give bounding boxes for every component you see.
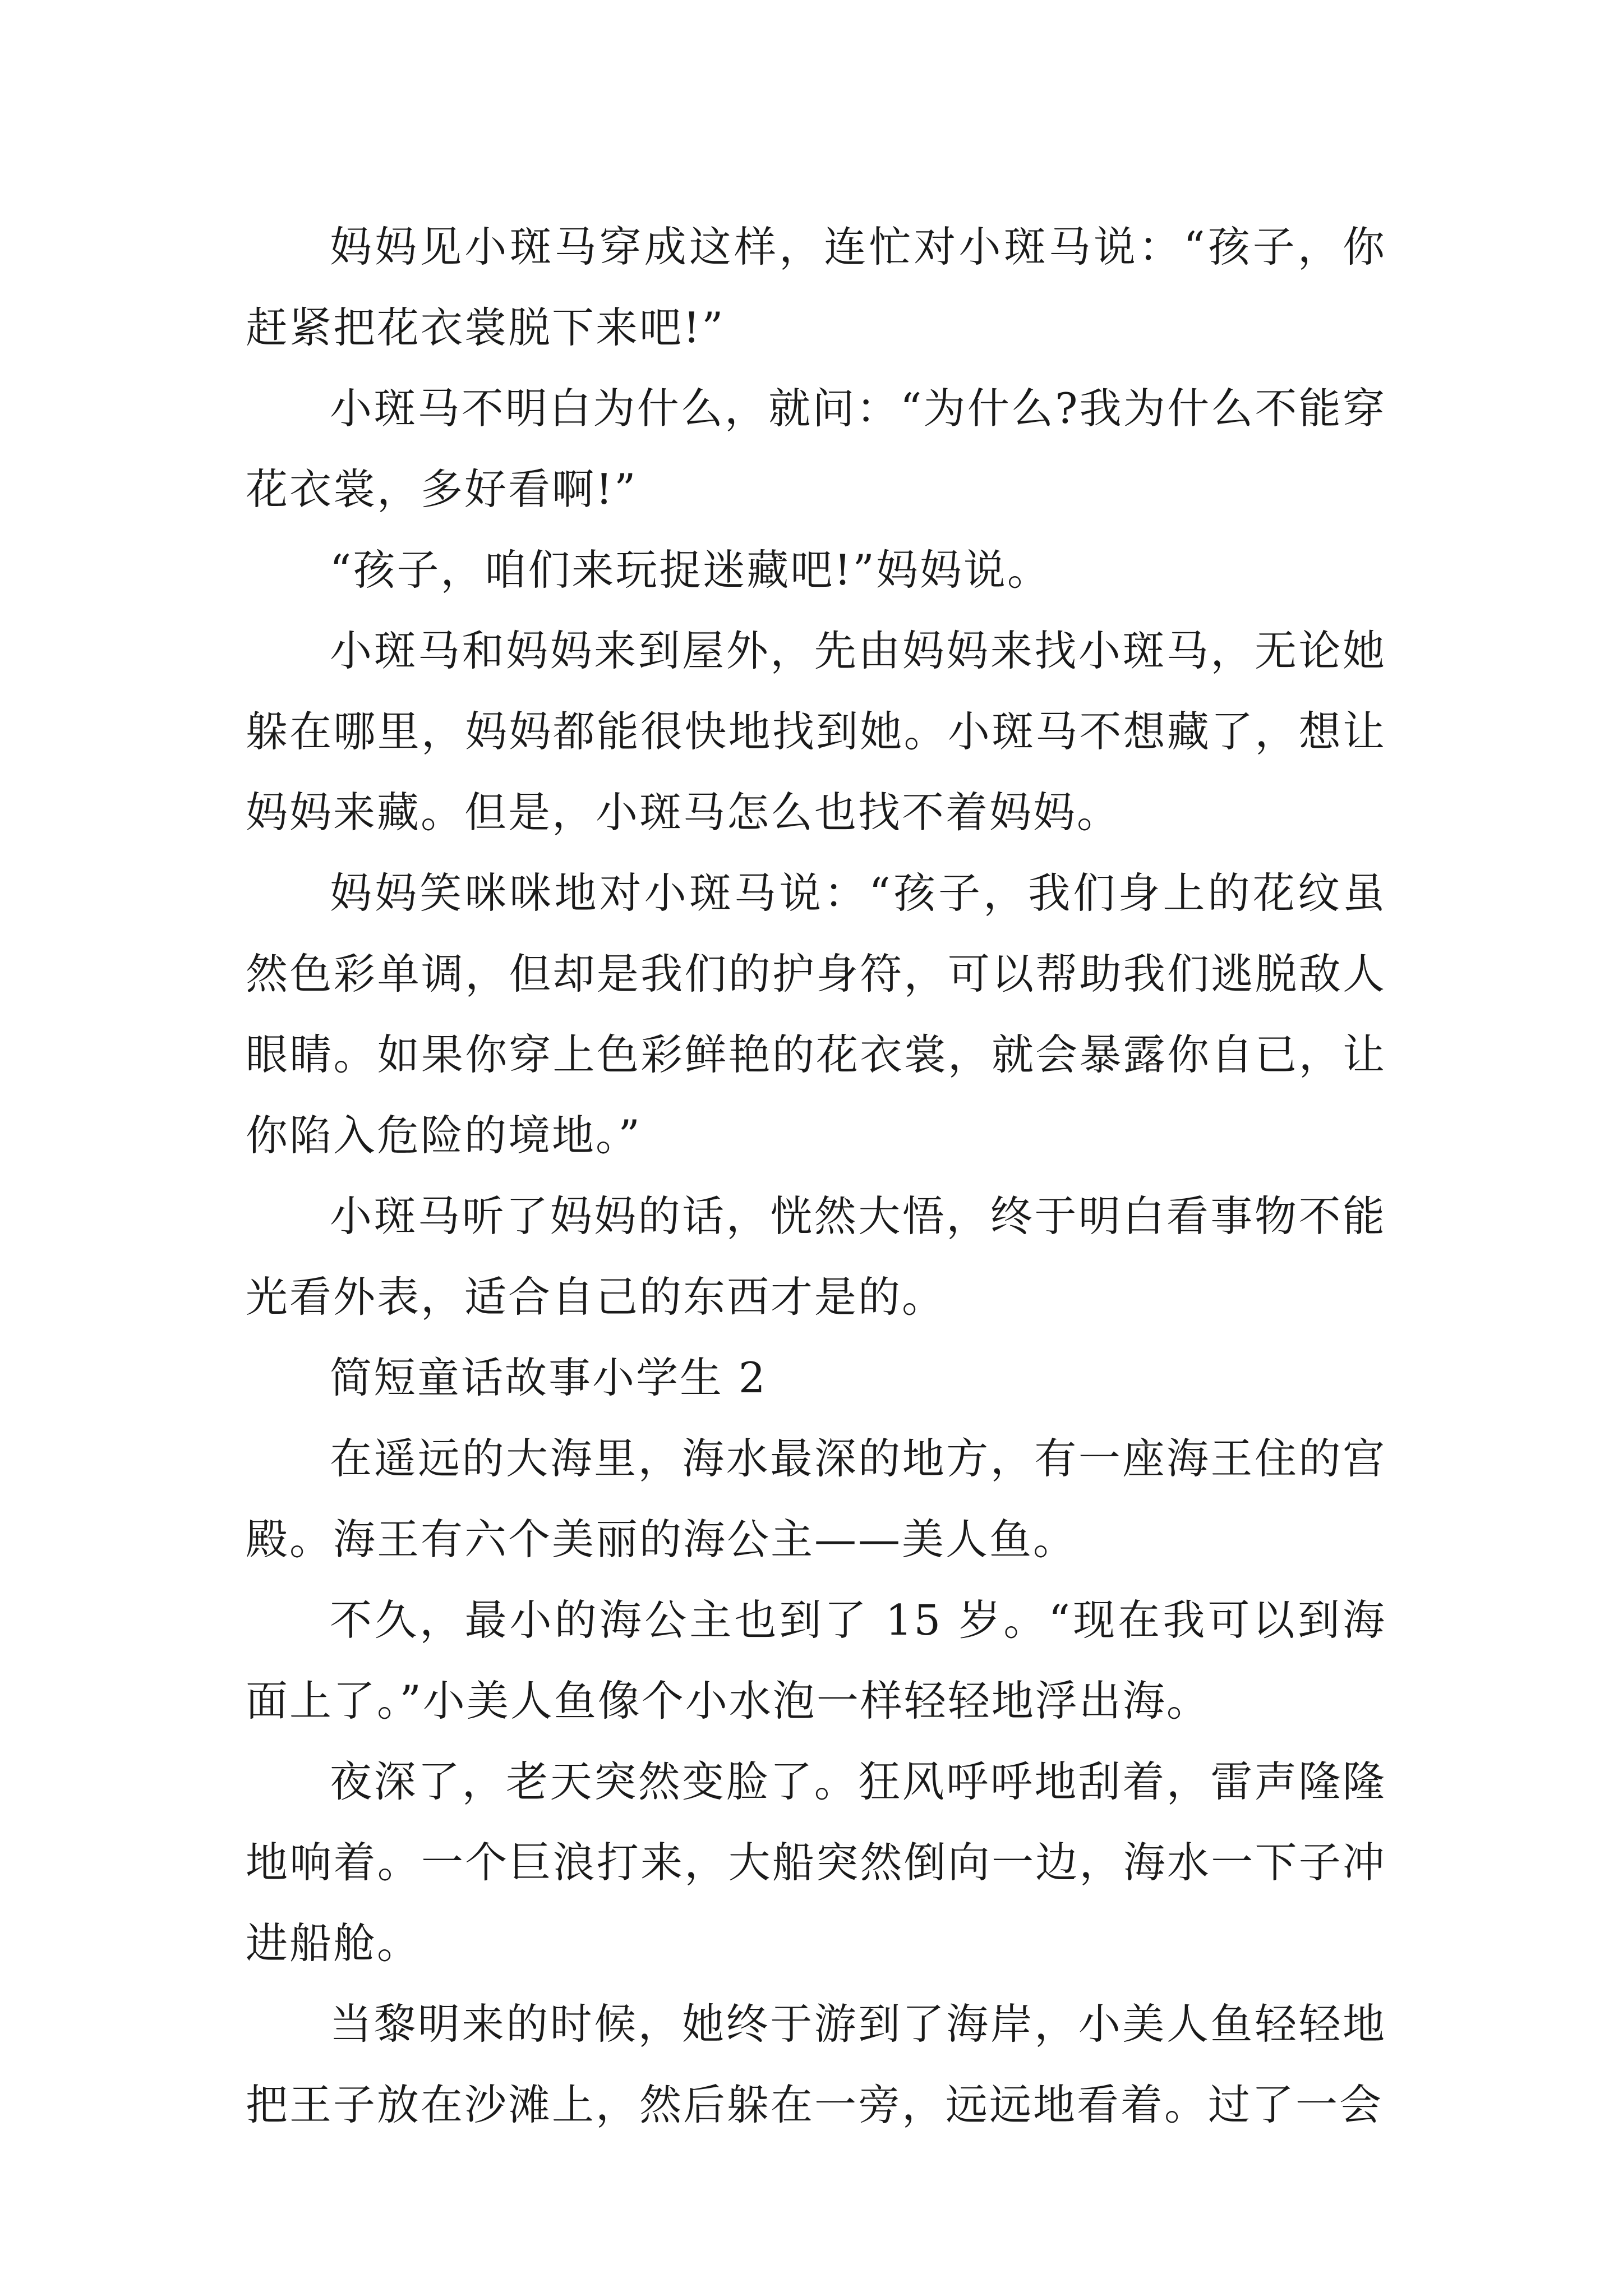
paragraph-2: 小斑马不明白为什么，就问：“为什么?我为什么不能穿花衣裳，多好看啊!” <box>246 384 1386 514</box>
paragraph-9: 夜深了，老天突然变脸了。狂风呼呼地刮着，雷声隆隆地响着。一个巨浪打来，大船突然倒向一边，海水一下子冲进船舱。 <box>246 1757 1386 1968</box>
paragraph-6: 小斑马听了妈妈的话，恍然大悟，终于明白看事物不能光看外表，适合自己的东西才是的。 <box>246 1191 1386 1322</box>
paragraph-4: 小斑马和妈妈来到屋外，先由妈妈来找小斑马，无论她躲在哪里，妈妈都能很快地找到她。小斑马不想藏了，想让妈妈来藏。但是，小斑马怎么也找不着妈妈。 <box>246 626 1386 837</box>
paragraph-1: 妈妈见小斑马穿成这样，连忙对小斑马说：“孩子，你赶紧把花衣裳脱下来吧!” <box>246 222 1386 352</box>
paragraph-3: “孩子，咱们来玩捉迷藏吧!”妈妈说。 <box>330 545 1051 595</box>
paragraph-5: 妈妈笑咪咪地对小斑马说：“孩子，我们身上的花纹虽然色彩单调，但却是我们的护身符，可以帮助我们逃脱敌人眼睛。如果你穿上色彩鲜艳的花衣裳，就会暴露你自已，让你陷入危险的境地。” <box>246 868 1386 1160</box>
paragraph-8: 不久，最小的海公主也到了 15 岁。“现在我可以到海面上了。”小美人鱼像个小水泡一样轻轻地浮出海。 <box>246 1595 1386 1726</box>
paragraph-10: 当黎明来的时候，她终于游到了海岸，小美人鱼轻轻地把王子放在沙滩上，然后躲在一旁，远远地看着。过了一会 <box>246 1999 1386 2129</box>
paragraph-7: 在遥远的大海里，海水最深的地方，有一座海王住的宫殿。海王有六个美丽的海公主——美人鱼。 <box>246 1434 1386 1564</box>
section-heading: 简短童话故事小学生 2 <box>330 1353 767 1402</box>
document-body <box>246 206 1386 2145</box>
